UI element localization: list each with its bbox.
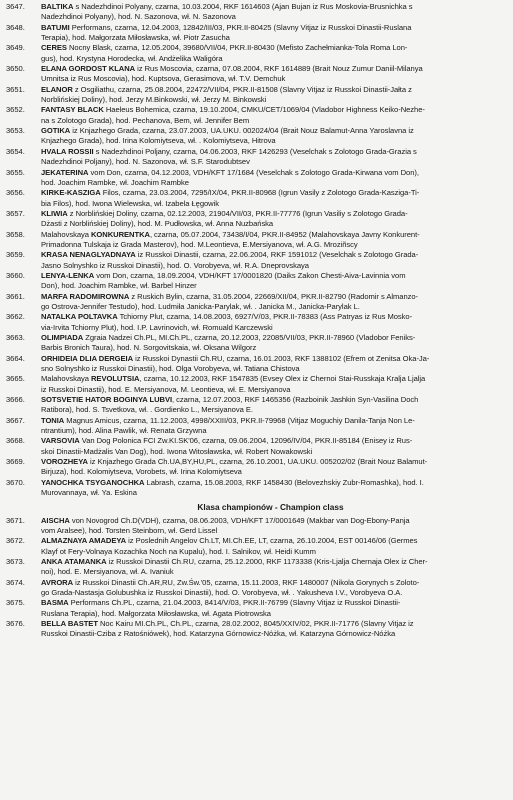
entry-line — [41, 64, 507, 74]
entry-number: 3650. — [6, 64, 25, 74]
entry-detail: go Ostrova-Jennifer Testudo), hod. Ludmiła Janicka-Parylak, wł. . Janicka M., Janicka-Parylak L. — [41, 301, 360, 311]
entry-text — [41, 374, 507, 395]
entry-line — [41, 333, 507, 343]
catalog-entry — [4, 557, 507, 578]
entry-line — [41, 588, 507, 598]
entry-detail: Nadezhdinoi Poljany), hod. N. Sazonova, wł. S.F. Starodubtsev — [41, 157, 250, 167]
dog-name: VOROZHEYA — [41, 457, 88, 467]
entry-line — [41, 374, 507, 384]
entry-detail: iz Knjazhego Grada, czarna, 23.07.2003, UA.UKU. 002024/04 (Brait Nouz Balamut-Anna Yaroslavna iz — [70, 126, 414, 136]
entry-line — [41, 609, 507, 619]
entry-line — [41, 54, 507, 64]
entry-number: 3670. — [6, 477, 25, 487]
entry-line — [41, 95, 507, 105]
entry-detail: s Nadezhdinoi Poljany, czarna, 04.06.2003, RKF 1426293 (Veselchak s Zolotogo Grada-Grazia s — [93, 146, 417, 156]
dog-name: KIRKE-KASZIGA — [41, 188, 101, 198]
entry-detail: Nadezhdinoi Polyany), hod. N. Sazonova, wł. N. Sazonova — [41, 12, 236, 22]
entry-detail: gus), hod. Krystyna Horodecka, wł. Andżelika Waligóra — [41, 53, 223, 63]
catalog-entry — [4, 436, 507, 457]
entry-detail: iz Russkoi Dinastii Ch.AR,RU, Zw.Św.'05, czarna, 15.11.2003, RKF 1480007 (Nikola Gorynych s Zoloto- — [73, 577, 420, 587]
entry-line — [41, 488, 507, 498]
entry-detail: Umnitsa iz Rus Moscovia), hod. Kuptsova, Gerasimova, wł. T.V. Demchuk — [41, 74, 286, 84]
entry-line — [41, 343, 507, 353]
entry-line — [41, 85, 507, 95]
entry-detail: Zgraia Nadzei Ch.PL, MI.Ch.PL, czarna, 20.12.2003, 22085/VII/03, PKR.II-78960 (Vladobor Feniks- — [83, 333, 416, 342]
dog-name: KRASA NENAGLYADNAYA — [41, 250, 136, 260]
entry-text — [41, 85, 507, 106]
entry-text — [41, 312, 507, 333]
entry-line — [41, 271, 507, 281]
entry-line — [41, 426, 507, 436]
entry-number: 3647. — [6, 2, 25, 11]
dog-name: YANOCHKA TSYGANOCHKA — [41, 477, 145, 487]
entry-line — [41, 323, 507, 333]
entry-detail: Primadonna Tulskaja iz Grada Masterov), hod. M.Leontieva, E.Mersiyanova, wł. A.G. Mroziñscy — [41, 239, 358, 249]
catalog-entry — [4, 209, 507, 230]
entry-text — [41, 168, 507, 189]
entry-line — [41, 578, 507, 588]
catalog-entry — [4, 619, 507, 640]
entry-line — [41, 33, 507, 43]
entry-detail: iz Knjazhego Grada Ch.UA,BY,HU,PL, czarna, 26.10.2001, UA.UKU. 005202/02 (Brait Nouz Balamut- — [87, 457, 428, 467]
entry-detail: Tchiorny Plut, czarna, 14.08.2003, 6927/V/03, PKR.II-78383 (Ass Patryas iz Rus Mosko- — [117, 312, 413, 322]
catalog-entry — [4, 43, 507, 64]
entry-number: 3656. — [6, 188, 25, 198]
entry-detail: Noc Kairu MI.Ch.PL, Ch.PL, czarna, 28.02.2002, 8045/XXIV/02, PKR.II-71776 (Slavny Vitjaz iz — [97, 618, 414, 628]
dog-name: GOTIKA — [41, 126, 71, 136]
entry-number: 3657. — [6, 208, 25, 218]
entry-line — [41, 516, 507, 526]
entry-line — [41, 209, 507, 219]
entry-detail: iz Russkoi Dinastii), hod. E. Mersiyanova, M. Leontieva, wł. E. Mersiyanova — [41, 384, 291, 394]
entry-text — [41, 557, 507, 578]
entry-line — [41, 416, 507, 426]
entry-detail: vom Don, czarna, 18.09.2004, VDH/KFT 17/0001820 (Daiks Zakon Chesti-Aiva-Lavinnia vom — [94, 270, 406, 280]
entry-detail: iz Russkoi Dynastii Ch.RU, czarna, 16.01.2003, RKF 1388102 (Efrem ot Zenitsa Oka-Ja- — [133, 353, 430, 363]
entry-line — [41, 147, 507, 157]
entry-number: 3649. — [6, 43, 25, 53]
catalog-entry — [4, 230, 507, 251]
entry-line — [41, 43, 507, 53]
entry-line — [41, 261, 507, 271]
entry-detail: iz Russkoi Dinastii Ch.RU, czarna, 25.12.2000, RKF 1173338 (Kris-Ljalja Chernaja Olex iz Cher- — [106, 556, 428, 566]
entry-line — [41, 536, 507, 546]
entry-number: 3653. — [6, 126, 25, 136]
entry-detail: ntrantium), hod. Alina Pawlik, wł. Renata Grzywna — [41, 426, 207, 436]
dog-name: BASMA — [41, 598, 69, 608]
entry-line — [41, 629, 507, 639]
entry-detail: iz Russkoi Dinastii, czarna, 22.06.2004, RKF 1591012 (Veselchak s Zolotogo Grada- — [135, 250, 419, 260]
entry-detail: Ruslana Terapia), hod. Małgorzata Miłosławska, wł. Agata Piotrowska — [41, 608, 271, 618]
dog-name: CERES — [41, 43, 67, 53]
entry-text — [41, 230, 507, 251]
dog-name: OLIMPIADA — [41, 333, 84, 342]
entry-line — [41, 219, 507, 229]
entry-detail: Terapia), hod. Małgorzata Miłosławska, wł. Piotr Zasucha — [41, 33, 230, 43]
entry-detail: Knjazhego Grada), hod. Irina Kolomiytseva, wł. . Kolomiytseva, Hitrova — [41, 136, 276, 146]
entry-detail: hod. Joachim Rambke, wł. Joachim Rambke — [41, 177, 189, 187]
entry-line — [41, 302, 507, 312]
dog-name: ORHIDEIA DLIA DERGEIA — [41, 353, 134, 363]
catalog-entry — [4, 516, 507, 537]
entry-line — [41, 74, 507, 84]
entry-detail: bia Filos), hod. Iwona Wielewska, wł. Izabela Łęgowik — [41, 198, 219, 208]
entry-line — [41, 395, 507, 405]
catalog-entry — [4, 416, 507, 437]
entry-line — [41, 136, 507, 146]
catalog-entry — [4, 536, 507, 557]
entry-detail: skoi Dinastii-Madżalis Van Dog), hod. Iwona Witosławska, wł. Robert Nowakowski — [41, 446, 313, 456]
entry-detail: , czarna, 05.07.2004, 73438/I/04, PKR.II-84952 (Malahovskaya Javny Konkurent- — [149, 229, 420, 239]
entry-detail: Barbis Bronich Taura), hod. N. Sorgovitskaia, wł. Oksana Wilgorz — [41, 343, 257, 353]
entry-line — [41, 168, 507, 178]
entry-detail: vom Don, czarna, 04.12.2003, VDH/KFT 17/1684 (Veselchak s Zolotogo Grada-Kirwana vom Don), — [88, 167, 419, 177]
entry-line — [41, 354, 507, 364]
entry-detail: noi), hod. E. Mersiyanova, wł. A. Ivaniuk — [41, 567, 174, 577]
entry-number: 3674. — [6, 577, 25, 587]
entry-line — [41, 2, 507, 12]
entry-line — [41, 126, 507, 136]
entry-line — [41, 467, 507, 477]
entry-text — [41, 478, 507, 499]
entry-detail: Magnus Amicus, czarna, 11.12.2003, 4998/XXIII/03, PKR.II-79968 (Vitjaz Moguchiy Danila-Tanja Non Le- — [64, 415, 415, 425]
catalog-entry — [4, 126, 507, 147]
catalog-entry — [4, 168, 507, 189]
entry-number: 3662. — [6, 312, 25, 322]
class-heading: Klasa championów - Champion class — [197, 501, 344, 512]
entry-number: 3675. — [6, 598, 25, 608]
entry-line — [41, 240, 507, 250]
entry-detail: vom Aralsee), hod. Torsten Steinborn, wł. Gerd Lissel — [41, 525, 218, 535]
entry-line — [41, 526, 507, 536]
entry-text — [41, 188, 507, 209]
entry-line — [41, 364, 507, 374]
dog-name: ELANA GORDOST KLANA — [41, 64, 136, 74]
entry-detail: z Norblińskiej Doliny, czarna, 02.12.2003, 21904/VII/03, PKR.II-77776 (Igrun Vasiliy s Zolotogo Grada- — [67, 208, 408, 218]
entry-line — [41, 178, 507, 188]
entry-detail: z Ruskich Bylin, czarna, 31.05.2004, 22669/XII/04, PKR.II-82790 (Radomir s Almanzo- — [129, 291, 419, 301]
dog-name: BATUMI — [41, 22, 70, 32]
dog-name: LENYA-LENKA — [41, 270, 95, 280]
catalog-entry — [4, 250, 507, 271]
entry-line — [41, 116, 507, 126]
catalog-entry — [4, 188, 507, 209]
catalog-entry — [4, 312, 507, 333]
catalog-entry — [4, 64, 507, 85]
entry-line — [41, 478, 507, 488]
catalog-entry — [4, 2, 507, 23]
entry-number: 3664. — [6, 353, 25, 363]
entry-text — [41, 416, 507, 437]
entry-detail: , czarna, 10.12.2003, RKF 1547835 (Evsey Olex iz Chernoi Stai-Russkaja Kralja Ljalja — [139, 374, 426, 384]
dog-name: TONIA — [41, 415, 65, 425]
dog-name: BELLA BASTET — [41, 618, 98, 628]
entry-number: 3668. — [6, 436, 25, 446]
entry-detail: Van Dog Polonica FCI Zw.KI.SK'06, czarna, 09.06.2004, 12096/IV/04, PKR.II-85184 (Enisey iz Rus- — [79, 436, 413, 446]
entry-text — [41, 147, 507, 168]
dog-name: VARSOVIA — [41, 436, 80, 446]
entry-detail: Malahovskaya — [41, 229, 91, 239]
entry-line — [41, 12, 507, 22]
entry-detail: Performans Ch.PL, czarna, 21.04.2003, 8414/V/03, PKR.II-76799 (Slavny Vitjaz iz Russkoi Dinastii- — [68, 598, 401, 608]
dog-name: MARFA RADOMIROWNA — [41, 291, 130, 301]
dog-name: FANTASY BLACK — [41, 105, 104, 115]
entry-number: 3673. — [6, 556, 25, 566]
entry-number: 3658. — [6, 229, 25, 239]
entry-detail: s Nadezhdinoi Polyany, czarna, 10.03.2004, RKF 1614603 (Ajan Bujan iz Rus Moskovia-Brusnichka s — [73, 2, 413, 11]
entry-detail: go Grada-Nastasja Golubushka iz Russkoi Dinastii), hod. O. Vorobyeva, wł. . Yakusheva I.V., Vorobyeva O.A. — [41, 587, 403, 597]
dog-name: KONKURENTKA — [91, 229, 150, 239]
entry-line — [41, 405, 507, 415]
catalog-entry — [4, 354, 507, 375]
entry-text — [41, 43, 507, 64]
entry-text — [41, 536, 507, 557]
entry-text — [41, 250, 507, 271]
entry-line — [41, 567, 507, 577]
entry-line — [41, 281, 507, 291]
entry-number: 3655. — [6, 167, 25, 177]
catalog-entry — [4, 292, 507, 313]
entry-text — [41, 598, 507, 619]
entry-text — [41, 354, 507, 375]
entry-number: 3676. — [6, 618, 25, 628]
entry-line — [41, 312, 507, 322]
entry-line — [41, 447, 507, 457]
entry-text — [41, 23, 507, 44]
dog-name: AVRORA — [41, 577, 74, 587]
entry-text — [41, 64, 507, 85]
entry-number: 3671. — [6, 515, 25, 525]
catalog-entry — [4, 147, 507, 168]
entry-text — [41, 619, 507, 640]
entry-number: 3654. — [6, 146, 25, 156]
entry-line — [41, 557, 507, 567]
dog-name: ANKA ATAMANKA — [41, 556, 107, 566]
entry-number: 3651. — [6, 84, 25, 94]
entry-line — [41, 250, 507, 260]
entry-text — [41, 209, 507, 230]
entry-detail: Filos, czarna, 23.03.2004, 7295/IX/04, PKR.II-80968 (Igrun Vasily z Zolotogo Grada-Kasziga-Ti- — [100, 188, 420, 198]
entry-detail: Haeleus Bohemica, czarna, 19.10.2004, CMKU/CET/1069/04 (Vladobor Highness Keiko-Nezhe- — [103, 105, 425, 115]
entry-line — [41, 436, 507, 446]
entry-line — [41, 157, 507, 167]
entry-line — [41, 547, 507, 557]
catalog-entry — [4, 271, 507, 292]
catalog-entry — [4, 457, 507, 478]
entry-detail: Ratibora), hod. S. Tsvetkova, wł. . Gordienko L., Mersiyanova E. — [41, 405, 253, 415]
entry-number: 3672. — [6, 536, 25, 546]
entry-line — [41, 23, 507, 33]
entry-text — [41, 436, 507, 457]
entry-number: 3648. — [6, 22, 25, 32]
entry-detail: sno Solnyshko iz Russkoi Dinastii), hod. Olga Vorobyeva, wł. Tatiana Chistova — [41, 364, 300, 374]
catalog-entry — [4, 598, 507, 619]
catalog-entry — [4, 105, 507, 126]
entry-detail: Labrash, czarna, 15.08.2003, RKF 1458430 (Belovezhskiy Zubr-Romashka), hod. I. — [144, 477, 424, 487]
entry-detail: Performans, czarna, 12.04.2003, 12842/III/03, PKR.II-80425 (Slavny Vitjaz iz Russkoi Dinastii-Ruslana — [69, 22, 412, 32]
entry-number: 3665. — [6, 374, 25, 384]
dog-name: BALTIKA — [41, 2, 74, 11]
entry-detail: iz Poslednih Angelov Ch.LT, MI.Ch.EE, LT, czarna, 26.10.2004, EST 00146/06 (Germes — [126, 536, 418, 546]
entry-text — [41, 2, 507, 23]
entry-list-champion — [4, 516, 507, 640]
entry-line — [41, 230, 507, 240]
entry-text — [41, 126, 507, 147]
dog-name: SOTSVETIE HATOR BOGINYA LUBVI — [41, 395, 173, 405]
catalog-entry — [4, 85, 507, 106]
entry-detail: iz Rus Moscovia, czarna, 07.08.2004, RKF 1614889 (Brait Nouz Zumur Daniil-Milanya — [135, 64, 423, 74]
catalog-entry — [4, 23, 507, 44]
entry-text — [41, 292, 507, 313]
entry-number: 3663. — [6, 333, 25, 342]
entry-number: 3667. — [6, 415, 25, 425]
entry-detail: Russkoi Dinastii-Cziba z Ratośniówek), hod. Katarzyna Górnowicz-Nóżka, wł. Katarzyna Górnowicz-Nóżka — [41, 629, 396, 639]
catalog-entry — [4, 578, 507, 599]
catalog-entry — [4, 478, 507, 499]
entry-detail: z Osgiliathu, czarna, 25.08.2004, 22472/VII/04, PKR.II-81508 (Slavny Vitjaz iz Russkoi Dinastii-Jałta z — [72, 84, 412, 94]
catalog-entry — [4, 374, 507, 395]
entry-text — [41, 333, 507, 354]
entry-line — [41, 105, 507, 115]
entry-line — [41, 619, 507, 629]
entry-line — [41, 457, 507, 467]
entry-detail: Birjuza), hod. Kolomiytseva, Vorobets, wł. Irina Kolomiytseva — [41, 467, 242, 477]
dog-name: NATALKA POLTAVKA — [41, 312, 118, 322]
entry-detail: na s Zolotogo Grada), hod. Pechanova, Bem, wł. Jennifer Bem — [41, 115, 250, 125]
entry-list-intermediate — [4, 2, 507, 499]
entry-line — [41, 385, 507, 395]
entry-detail: Norblińskiej Doliny), hod. Jerzy M.Binkowski, wł. Jerzy M. Binkowski — [41, 95, 267, 105]
entry-line — [41, 598, 507, 608]
entry-detail: , czarna, 12.07.2003, RKF 1465356 (Razboinik Jashkin Syn-Vasilina Doch — [172, 395, 419, 405]
dog-name: ALMAZNAYA AMADEYA — [41, 536, 127, 546]
entry-text — [41, 105, 507, 126]
dog-name: HVALA ROSSII — [41, 146, 94, 156]
entry-number: 3669. — [6, 457, 25, 467]
catalog-entry — [4, 395, 507, 416]
entry-text — [41, 395, 507, 416]
dog-name: KLIWIA — [41, 208, 68, 218]
entry-detail: Murovannaya, wł. Ya. Eskina — [41, 488, 137, 498]
entry-detail: via-Irvita Tchiorny Plut), hod. I.P. Lavrinovich, wł. Romuald Karczewski — [41, 322, 273, 332]
entry-number: 3660. — [6, 270, 25, 280]
entry-detail: von Novogrod Ch.D(VDH), czarna, 08.06.2003, VDH/KFT 17/0001649 (Makbar van Dog-Ebony-Panja — [69, 515, 410, 525]
dog-name: JEKATERINA — [41, 167, 89, 177]
dog-name: REVOLUTSIA — [91, 374, 140, 384]
entry-line — [41, 188, 507, 198]
entry-detail: Don), hod. Joachim Rambke, wł. Barbel Hinzer — [41, 281, 197, 291]
dog-name: AISCHA — [41, 515, 70, 525]
entry-detail: Nocny Blask, czarna, 12.05.2004, 39680/VII/04, PKR.II-80430 (Mefisto Zachełmianka-Tola Roma Lon- — [66, 43, 408, 53]
entry-text — [41, 457, 507, 478]
entry-number: 3661. — [6, 291, 25, 301]
entry-text — [41, 271, 507, 292]
entry-text — [41, 516, 507, 537]
entry-detail: Jasno Solnyshko iz Russkoi Dinastii), hod. O. Vorobyeva, wł. R.A. Dneprovskaya — [41, 260, 309, 270]
entry-detail: Dżasti z Norblińskiej Doliny), hod. M. Pudłowska, wł. Anna Nuzbańska — [41, 219, 274, 229]
entry-line — [41, 292, 507, 302]
dog-name: ELANOR — [41, 84, 73, 94]
entry-detail: Malahovskaya — [41, 374, 91, 384]
entry-text — [41, 578, 507, 599]
catalog-entry — [4, 333, 507, 354]
entry-detail: Klayf ot Fery-Volnaya Kozachka Noch na Kupalu), hod. I. Salnikov, wł. Heidi Kumm — [41, 546, 316, 556]
entry-number: 3652. — [6, 105, 25, 115]
entry-line — [41, 199, 507, 209]
entry-number: 3666. — [6, 395, 25, 405]
entry-number: 3659. — [6, 250, 25, 260]
